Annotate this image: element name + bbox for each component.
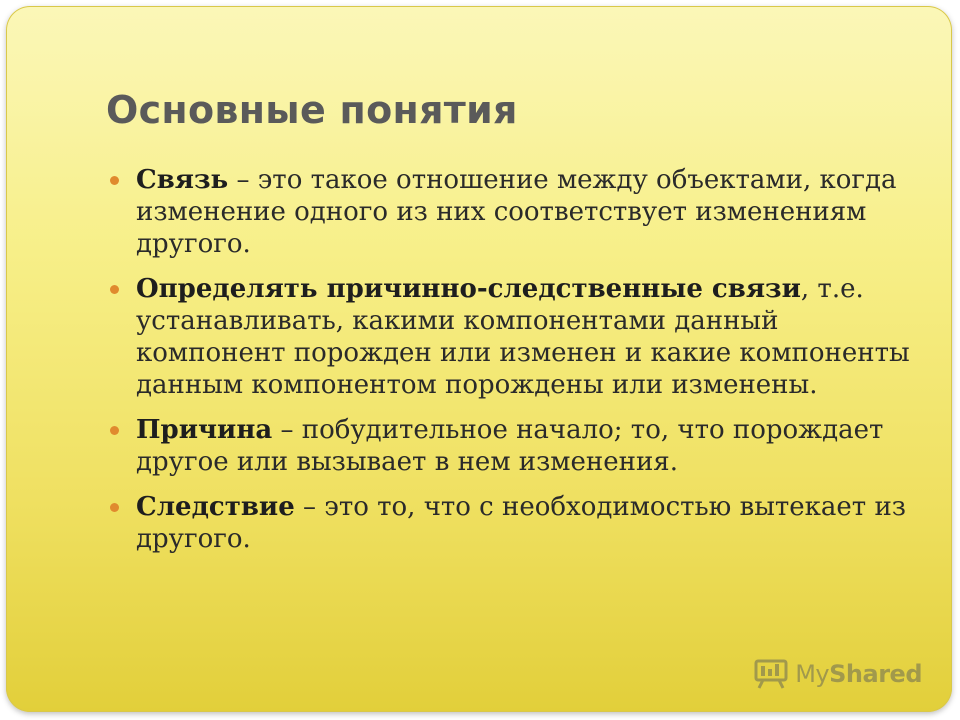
bullet-item (106, 164, 916, 260)
watermark-text-bold: Shared (829, 660, 922, 688)
bullet-text: , т.е. устанавливать, какими компонентами данный компонент порожден или изменен и какие компоненты данным компонентом порождены или изменены. (136, 274, 910, 400)
bullet-term: Следствие (136, 492, 295, 522)
bullet-item (106, 273, 916, 401)
bullet-item (106, 414, 916, 478)
bullet-marker-icon (110, 176, 119, 185)
watermark (753, 658, 922, 690)
bullet-term: Определять причинно-следственные связи (136, 274, 801, 304)
presentation-board-icon (753, 658, 789, 690)
bullet-item (106, 491, 916, 555)
bullet-marker-icon (110, 426, 119, 435)
bullet-marker-icon (110, 285, 119, 294)
slide-title: Основные понятия (106, 88, 518, 132)
bullet-text: – это то, что с необходимостью вытекает из другого. (136, 492, 906, 554)
watermark-text-light: My (795, 660, 830, 688)
bullet-term: Причина (136, 415, 273, 445)
bullet-term: Связь (136, 165, 229, 195)
slide (6, 6, 952, 712)
watermark-text (795, 660, 922, 688)
bullet-marker-icon (110, 503, 119, 512)
bullet-list (106, 164, 916, 568)
bullet-text: – побудительное начало; то, что порождает другое или вызывает в нем изменения. (136, 415, 884, 477)
bullet-text: – это такое отношение между объектами, когда изменение одного из них соответствует изменениям другого. (136, 165, 897, 259)
